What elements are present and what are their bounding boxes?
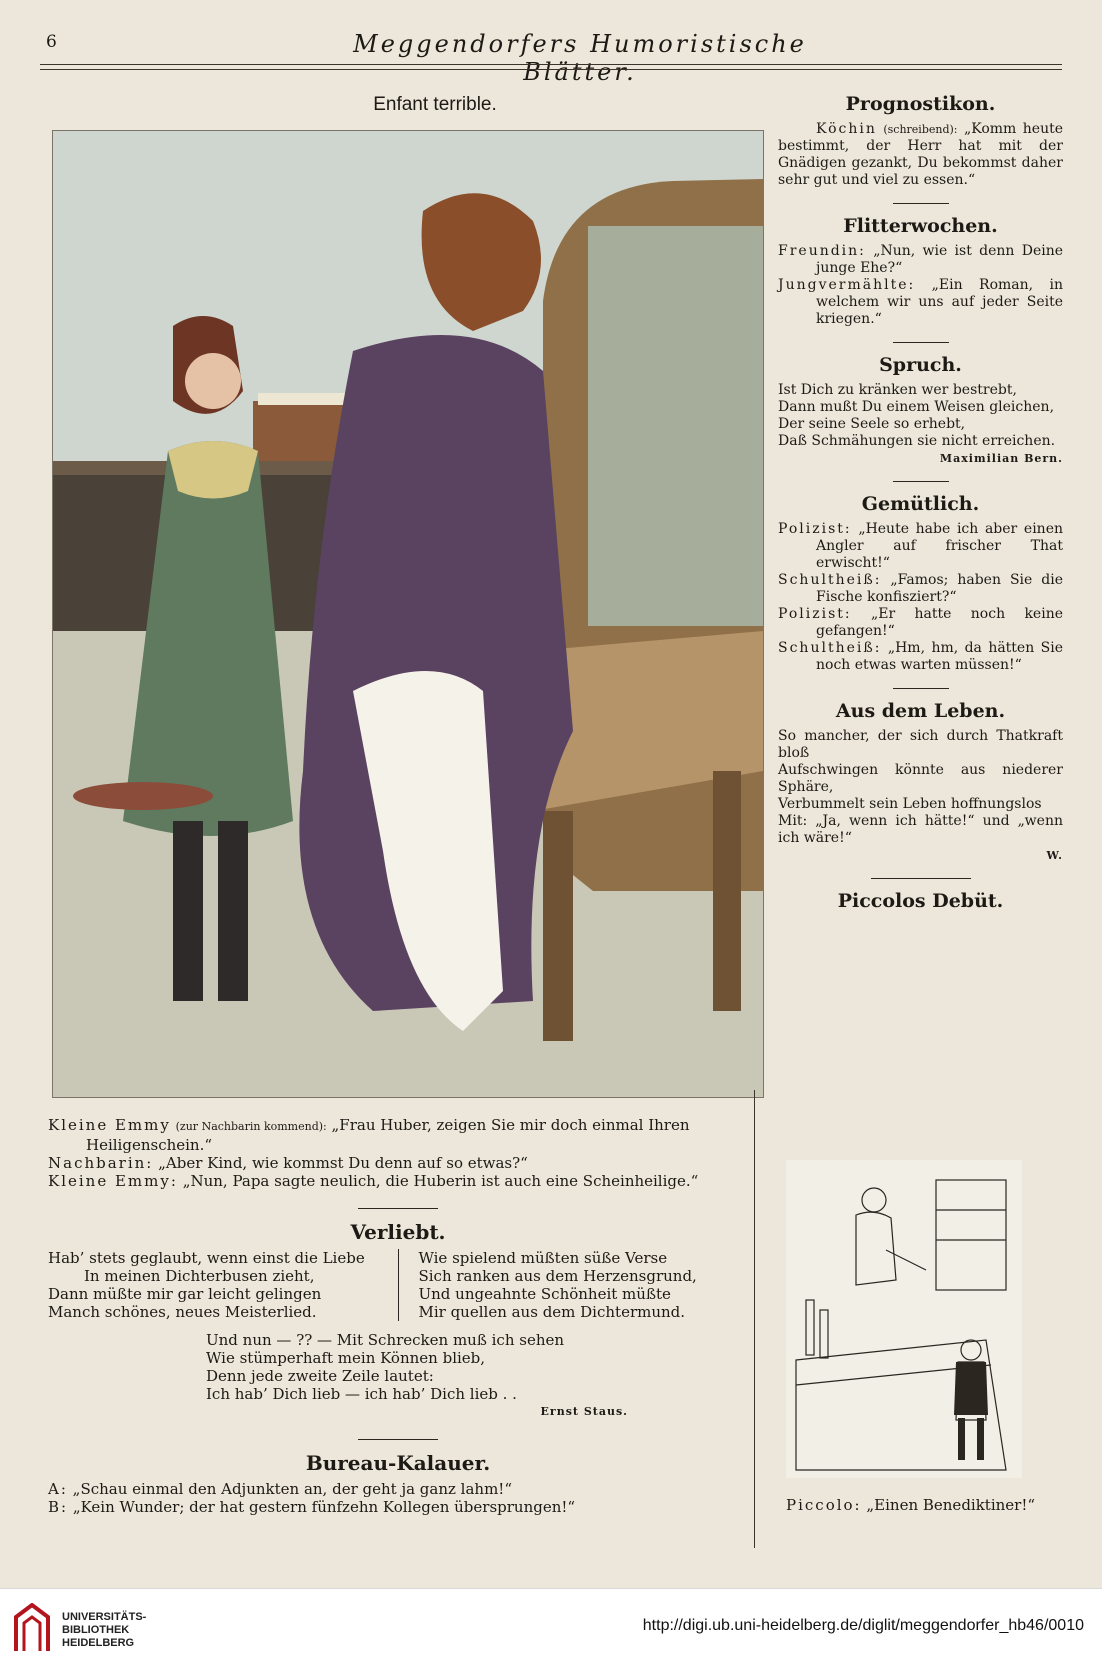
gemuetlich-title: Gemütlich. — [861, 493, 980, 515]
dialogue-text: „Ein Roman, in welchem wir uns auf jeder Seite kriegen.“ — [816, 277, 1064, 327]
header-rule — [40, 64, 1062, 65]
dialogue-speaker: A: — [48, 1480, 68, 1498]
dialogue-text: „Nun, Papa sagte neulich, die Huberin ist auch eine Scheinheilige.“ — [182, 1172, 699, 1190]
section-separator — [893, 203, 949, 204]
dialogue-text: „Famos; haben Sie die Fische konfisziert?“ — [816, 572, 1064, 605]
dialogue-text: „Nun, wie ist denn Deine junge Ehe?“ — [816, 243, 1064, 276]
logo-line: BIBLIOTHEK — [62, 1624, 130, 1636]
section-separator — [893, 342, 949, 343]
verliebt-title: Verliebt. — [350, 1220, 446, 1244]
verse-line: In meinen Dichterbusen zieht, — [84, 1267, 315, 1285]
gemuetlich-body — [778, 521, 1063, 674]
verse-line: Hab’ stets geglaubt, wenn einst die Liebe — [48, 1249, 365, 1267]
section-separator — [358, 1208, 438, 1209]
spruch-body — [778, 382, 1063, 467]
verse-line: Mir quellen aus dem Dichtermund. — [418, 1303, 686, 1321]
logo-line: UNIVERSITÄTS- — [62, 1611, 147, 1623]
verse-line: Verbummelt sein Leben hoffnungslos — [778, 796, 1042, 812]
permalink-url[interactable]: http://digi.ub.uni-heidelberg.de/diglit/meggendorfer_hb46/0010 — [642, 1617, 1084, 1634]
section-separator — [893, 481, 949, 482]
dialogue-speaker: Jungvermählte: — [778, 277, 916, 293]
aus-dem-leben-title: Aus dem Leben. — [835, 700, 1006, 722]
section-separator — [871, 878, 971, 879]
verse-line: Ich hab’ Dich lieb — ich hab’ Dich lieb . . — [206, 1385, 517, 1403]
verse-line: Ist Dich zu kränken wer bestrebt, — [778, 382, 1017, 398]
dialogue-text: „Aber Kind, wie kommst Du denn auf so etwas?“ — [158, 1154, 528, 1172]
flitterwochen-body — [778, 243, 1063, 328]
spruch-title: Spruch. — [879, 354, 962, 376]
verse-line: Wie stümperhaft mein Können blieb, — [206, 1349, 486, 1367]
prognostikon-note: (schreibend): — [883, 123, 958, 136]
verse-line: Und ungeahnte Schönheit müßte — [418, 1285, 671, 1303]
dialogue-speaker: B: — [48, 1498, 69, 1516]
right-column — [778, 93, 1064, 918]
viewer-footer — [0, 1588, 1102, 1668]
dialogue-speaker: Polizist: — [778, 521, 852, 537]
piccolo-illustration — [786, 1160, 1022, 1478]
section-separator — [893, 688, 949, 689]
dialogue-speaker: Kleine Emmy: — [48, 1172, 178, 1190]
verse-line: So mancher, der sich durch Thatkraft bloß — [778, 728, 1063, 761]
dialogue-speaker: Schultheiß: — [778, 572, 882, 588]
verse-line: Wie spielend müßten süße Verse — [418, 1249, 668, 1267]
library-logo-icon[interactable] — [12, 1603, 52, 1655]
piccolo-caption — [786, 1497, 1071, 1514]
verliebt-tail — [206, 1331, 748, 1403]
column-divider — [754, 1090, 755, 1548]
aus-dem-leben-body — [778, 728, 1063, 864]
dialogue-speaker: Kleine Emmy — [48, 1116, 171, 1134]
page-number: 6 — [46, 32, 57, 52]
verse-line: Daß Schmähungen sie nicht erreichen. — [778, 433, 1056, 449]
header-rule-2 — [40, 69, 1062, 70]
main-illustration — [52, 130, 764, 1098]
bureau-title: Bureau-Kalauer. — [305, 1451, 491, 1475]
prognostikon-body — [778, 121, 1063, 189]
dialogue-note: (zur Nachbarin kommend): — [175, 1120, 327, 1133]
piccolo-speaker: Piccolo: — [786, 1496, 862, 1514]
dialogue-text: „Kein Wunder; der hat gestern fünfzehn Kollegen übersprungen!“ — [72, 1498, 576, 1516]
section-separator — [358, 1439, 438, 1440]
flitterwochen-title: Flitterwochen. — [843, 215, 998, 237]
verse-line: Der seine Seele so erhebt, — [778, 416, 966, 432]
logo-line: HEIDELBERG — [62, 1637, 135, 1649]
verse-line: Manch schönes, neues Meisterlied. — [48, 1303, 317, 1321]
verse-line: Sich ranken aus dem Herzensgrund, — [418, 1267, 697, 1285]
verse-line: Dann müßte mir gar leicht gelingen — [48, 1285, 322, 1303]
spruch-author: Maximilian Bern. — [939, 452, 1063, 465]
dialogue-text: „Er hatte noch keine gefangen!“ — [816, 606, 1063, 639]
piccolo-title: Piccolos Debüt. — [837, 890, 1004, 912]
verse-line: Denn jede zweite Zeile lautet: — [206, 1367, 434, 1385]
illustration-drawing — [53, 131, 763, 1097]
dialogue-speaker: Polizist: — [778, 606, 852, 622]
aus-dem-leben-author: W. — [1046, 849, 1063, 862]
dialogue-text: „Hm, hm, da hätten Sie noch etwas warten müssen!“ — [816, 640, 1064, 673]
dialogue-speaker: Freundin: — [778, 243, 866, 259]
piccolo-text: „Einen Benediktiner!“ — [866, 1496, 1036, 1514]
illustration-title: Enfant terrible. — [373, 94, 497, 115]
prognostikon-title: Prognostikon. — [845, 93, 996, 115]
verse-line: Aufschwingen könnte aus niederer Sphäre, — [778, 762, 1063, 795]
verse-line: Und nun — ?? — Mit Schrecken muß ich sehen — [206, 1331, 565, 1349]
dialogue-text: „Schau einmal den Adjunkten an, der geht ja ganz lahm!“ — [72, 1480, 513, 1498]
dialogue-text: „Heute habe ich aber einen Angler auf frischer That erwischt!“ — [816, 521, 1064, 571]
library-logo-text — [62, 1611, 146, 1650]
verliebt-right-stanza — [418, 1249, 748, 1321]
piccolo-drawing — [786, 1160, 1022, 1478]
prognostikon-speaker: Köchin — [816, 121, 877, 137]
verliebt-author: Ernst Staus. — [540, 1405, 628, 1418]
stanza-divider — [398, 1249, 399, 1321]
prognostikon-text: „Komm heute bestimmt, der Herr hat mit der Gnädigen gezankt, Du bekommst daher sehr gut und viel zu essen.“ — [778, 121, 1064, 188]
verse-line: Mit: „Ja, wenn ich hätte!“ und „wenn ich wäre!“ — [778, 813, 1063, 846]
dialogue-speaker: Nachbarin: — [48, 1154, 154, 1172]
dialogue-text: „Frau Huber, zeigen Sie mir doch einmal Ihren Heiligenschein.“ — [86, 1116, 690, 1154]
magazine-title: Meggendorfers Humoristische Blätter. — [353, 30, 807, 86]
verse-line: Dann mußt Du einem Weisen gleichen, — [778, 399, 1055, 415]
verliebt-columns — [48, 1249, 748, 1321]
enfant-terrible-caption — [48, 1116, 748, 1516]
verliebt-left-stanza — [48, 1249, 378, 1321]
dialogue-speaker: Schultheiß: — [778, 640, 882, 656]
